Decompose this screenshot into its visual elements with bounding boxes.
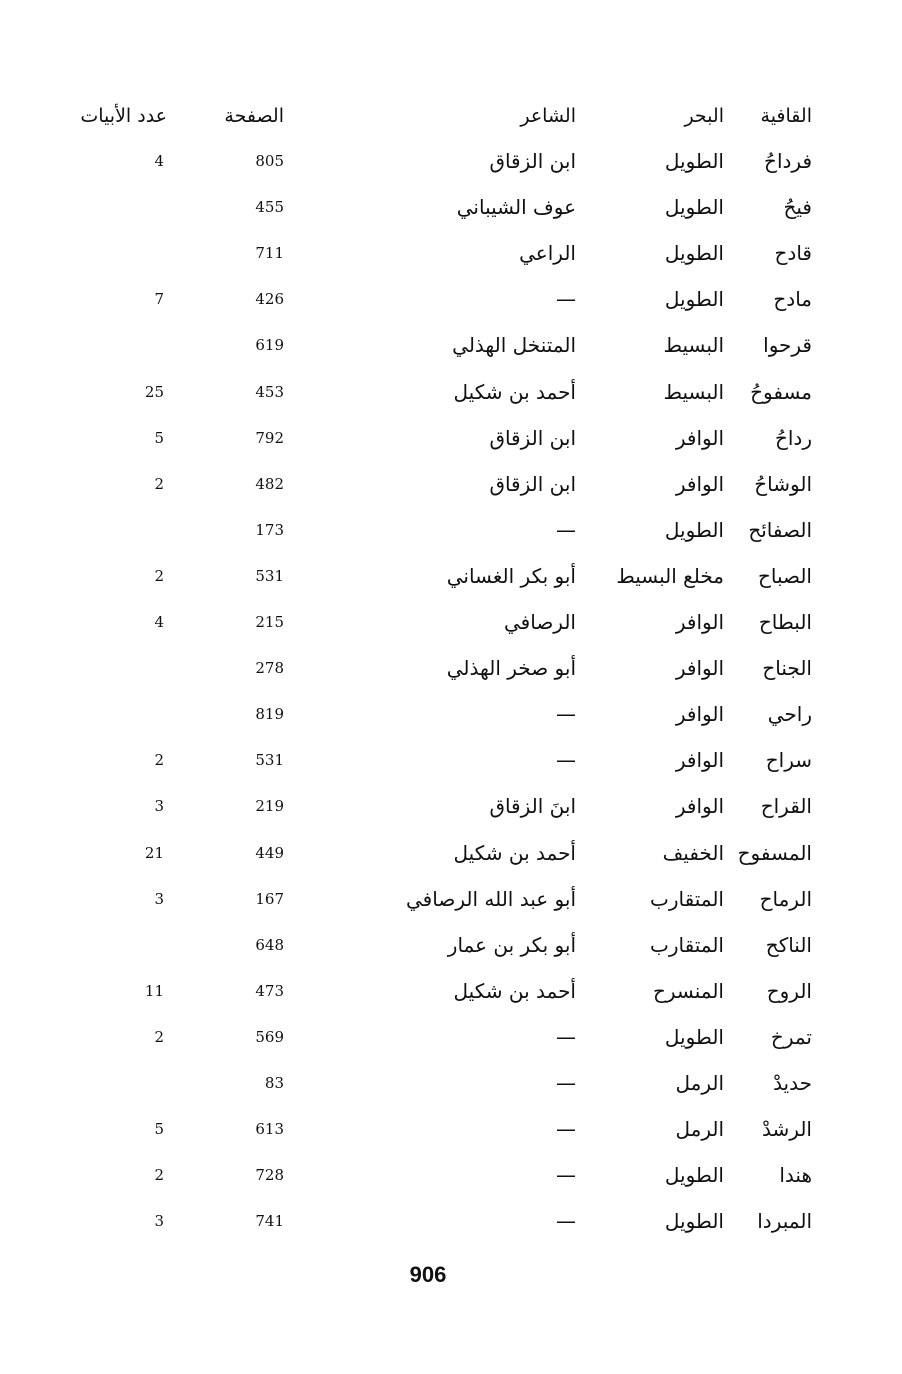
header-page: الصفحة [224, 105, 284, 127]
table-row [0, 648, 902, 688]
cell-count: 5 [154, 429, 164, 447]
cell-count: 11 [144, 982, 164, 1000]
cell-shaer: أبو بكر بن عمار [447, 933, 576, 957]
table-row [0, 279, 902, 319]
header-qafiya: القافية [760, 105, 812, 127]
table-row [0, 879, 902, 919]
cell-bahr: المتقارب [650, 887, 724, 911]
cell-qafiya: فرداحُ [764, 149, 812, 173]
cell-page: 741 [255, 1212, 284, 1230]
cell-bahr: الطويل [664, 241, 724, 265]
cell-bahr: مخلع البسيط [616, 564, 724, 588]
table-row [0, 1109, 902, 1149]
cell-page: 449 [255, 844, 284, 862]
cell-qafiya: مسفوحُ [750, 380, 812, 404]
cell-shaer: عوف الشيباني [456, 195, 576, 219]
table-row [0, 786, 902, 826]
cell-shaer: — [556, 1025, 576, 1049]
cell-page: 805 [255, 152, 284, 170]
cell-count: 2 [154, 1166, 164, 1184]
cell-count: 2 [154, 475, 164, 493]
cell-bahr: الطويل [664, 1209, 724, 1233]
cell-bahr: الوافر [675, 610, 724, 634]
cell-shaer: الرصافي [504, 610, 576, 634]
cell-bahr: البسيط [663, 333, 724, 357]
cell-shaer: أحمد بن شكيل [453, 979, 576, 1003]
cell-bahr: الوافر [675, 472, 724, 496]
cell-count: 3 [154, 890, 164, 908]
cell-page: 215 [255, 613, 284, 631]
cell-qafiya: فيحُ [783, 195, 812, 219]
cell-bahr: الطويل [664, 1163, 724, 1187]
table-row [0, 464, 902, 504]
cell-bahr: الطويل [664, 1025, 724, 1049]
cell-qafiya: رداحُ [774, 426, 812, 450]
cell-qafiya: القراح [760, 794, 812, 818]
table-row [0, 971, 902, 1011]
cell-qafiya: الصفائح [748, 518, 812, 542]
cell-qafiya: الجناح [762, 656, 812, 680]
cell-qafiya: قرحوا [763, 333, 812, 357]
cell-shaer: ابنَ الزقاق [489, 794, 576, 818]
cell-qafiya: البطاح [758, 610, 812, 634]
cell-shaer: أحمد بن شكيل [453, 380, 576, 404]
table-row [0, 418, 902, 458]
cell-page: 482 [255, 475, 284, 493]
cell-shaer: أبو بكر الغساني [446, 564, 576, 588]
cell-page: 473 [255, 982, 284, 1000]
cell-bahr: الرمل [675, 1117, 724, 1141]
cell-qafiya: حديدْ [773, 1071, 812, 1095]
table-row [0, 372, 902, 412]
cell-qafiya: مادح [773, 287, 812, 311]
cell-qafiya: تمرخ [770, 1025, 812, 1049]
cell-shaer: أبو عبد الله الرصافي [406, 887, 576, 911]
cell-bahr: البسيط [663, 380, 724, 404]
cell-count: 2 [154, 567, 164, 585]
cell-page: 792 [255, 429, 284, 447]
table-row [0, 1155, 902, 1195]
cell-page: 278 [255, 659, 284, 677]
table-row [0, 1017, 902, 1057]
cell-count: 21 [144, 844, 164, 862]
cell-shaer: ابن الزقاق [489, 149, 576, 173]
table-row [0, 325, 902, 365]
cell-bahr: المنسرح [652, 979, 724, 1003]
cell-qafiya: هندا [779, 1163, 812, 1187]
table-row [0, 510, 902, 550]
cell-qafiya: المسفوح [737, 841, 812, 865]
cell-page: 167 [255, 890, 284, 908]
cell-bahr: الوافر [675, 748, 724, 772]
cell-bahr: الوافر [675, 702, 724, 726]
cell-page: 613 [255, 1120, 284, 1138]
table-row [0, 694, 902, 734]
cell-bahr: المتقارب [650, 933, 724, 957]
table-row [0, 233, 902, 273]
cell-shaer: ابن الزقاق [489, 472, 576, 496]
cell-qafiya: سراح [765, 748, 812, 772]
cell-page: 728 [255, 1166, 284, 1184]
cell-page: 819 [255, 705, 284, 723]
cell-count: 3 [154, 1212, 164, 1230]
cell-page: 219 [255, 797, 284, 815]
cell-bahr: الرمل [675, 1071, 724, 1095]
cell-page: 426 [255, 290, 284, 308]
cell-shaer: — [556, 1071, 576, 1095]
cell-count: 3 [154, 797, 164, 815]
cell-qafiya: الصباح [757, 564, 812, 588]
header-count: عدد الأبيات [80, 105, 167, 127]
cell-bahr: الطويل [664, 195, 724, 219]
cell-bahr: الوافر [675, 656, 724, 680]
table-row [0, 556, 902, 596]
cell-shaer: — [556, 748, 576, 772]
cell-shaer: المتنخل الهذلي [452, 333, 576, 357]
cell-qafiya: راحي [767, 702, 812, 726]
cell-page: 711 [255, 244, 284, 262]
cell-shaer: — [556, 1209, 576, 1233]
table-row [0, 602, 902, 642]
cell-bahr: الطويل [664, 518, 724, 542]
header-bahr: البحر [684, 105, 724, 127]
cell-shaer: — [556, 287, 576, 311]
cell-count: 2 [154, 751, 164, 769]
cell-bahr: الطويل [664, 149, 724, 173]
header-shaer: الشاعر [520, 105, 576, 127]
cell-shaer: الراعي [519, 241, 576, 265]
table-row [0, 141, 902, 181]
table-row [0, 925, 902, 965]
cell-qafiya: الرماح [759, 887, 812, 911]
cell-page: 648 [255, 936, 284, 954]
cell-page: 453 [255, 383, 284, 401]
page-number: 906 [409, 1262, 447, 1287]
cell-qafiya: الرشدْ [762, 1117, 812, 1141]
cell-qafiya: الناكح [765, 933, 812, 957]
cell-page: 619 [255, 336, 284, 354]
table-row [0, 187, 902, 227]
table-row [0, 740, 902, 780]
cell-count: 7 [154, 290, 164, 308]
cell-bahr: الخفيف [662, 841, 724, 865]
cell-shaer: — [556, 518, 576, 542]
cell-bahr: الطويل [664, 287, 724, 311]
cell-page: 455 [255, 198, 284, 216]
cell-bahr: الوافر [675, 794, 724, 818]
cell-shaer: أحمد بن شكيل [453, 841, 576, 865]
cell-shaer: ابن الزقاق [489, 426, 576, 450]
cell-shaer: — [556, 702, 576, 726]
cell-count: 5 [154, 1120, 164, 1138]
cell-count: 2 [154, 1028, 164, 1046]
cell-count: 4 [154, 152, 164, 170]
cell-page: 173 [255, 521, 284, 539]
cell-page: 569 [255, 1028, 284, 1046]
cell-count: 25 [144, 383, 164, 401]
cell-shaer: أبو صخر الهذلي [446, 656, 576, 680]
table-header [0, 96, 902, 136]
cell-bahr: الوافر [675, 426, 724, 450]
cell-page: 531 [255, 567, 284, 585]
cell-qafiya: قادح [774, 241, 812, 265]
cell-qafiya: المبردا [757, 1209, 812, 1233]
cell-shaer: — [556, 1163, 576, 1187]
cell-qafiya: الروح [766, 979, 812, 1003]
table-row [0, 1201, 902, 1241]
cell-shaer: — [556, 1117, 576, 1141]
cell-page: 83 [264, 1074, 284, 1092]
table-row [0, 833, 902, 873]
cell-page: 531 [255, 751, 284, 769]
cell-count: 4 [154, 613, 164, 631]
table-row [0, 1063, 902, 1103]
cell-qafiya: الوشاحُ [754, 472, 812, 496]
